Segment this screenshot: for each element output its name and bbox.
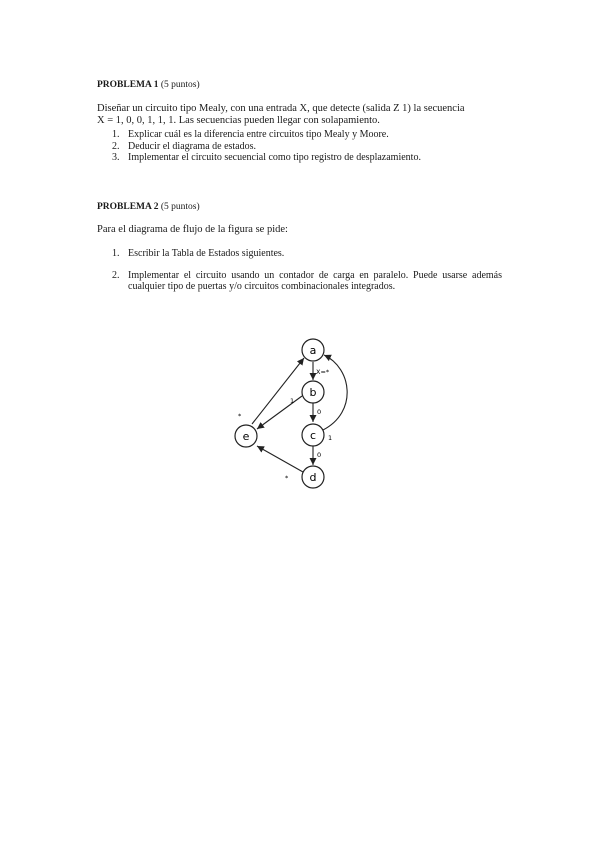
- problem2-intro-text: Para el diagrama de flujo de la figura se pide:: [97, 224, 288, 235]
- problem2-intro: [97, 224, 501, 236]
- problem2-item-number: 2.: [112, 269, 120, 281]
- problem2-heading: [97, 202, 200, 212]
- state-diagram: [225, 335, 355, 495]
- state-d: [302, 466, 324, 488]
- problem2-item-text: Escribir la Tabla de Estados siguientes.: [128, 248, 285, 259]
- problem1-item-text: Deducir el diagrama de estados.: [128, 140, 257, 152]
- edge-label-d-to-e: *: [285, 474, 289, 482]
- problem2-title: PROBLEMA 2: [97, 202, 159, 212]
- problem1-item-number: 1.: [112, 129, 120, 140]
- problem1-item: [112, 152, 502, 164]
- problem1-statement-line2: X = 1, 0, 0, 1, 1, 1. Las secuencias pueden llegar con solapamiento.: [97, 114, 380, 126]
- edge-label-e-to-a: *: [238, 412, 242, 420]
- state-d-label: d: [309, 471, 317, 484]
- problem1-item: [112, 129, 502, 141]
- edge-c-to-a: [323, 355, 347, 430]
- problem2-item: [112, 248, 502, 260]
- edge-label-c-to-a: 1: [328, 434, 333, 442]
- state-b: [302, 381, 324, 403]
- edge-label-b-to-c: 0: [317, 408, 322, 416]
- state-c: [302, 424, 324, 446]
- state-e-label: e: [242, 430, 250, 443]
- problem1-item-text: Explicar cuál es la diferencia entre circuitos tipo Mealy y Moore.: [128, 129, 389, 140]
- edge-label-b-to-e: 1: [290, 397, 295, 405]
- edge-label-c-to-d: 0: [317, 451, 322, 459]
- problem2-list: [112, 248, 502, 303]
- problem1-points: (5 puntos): [160, 80, 200, 90]
- problem1-statement-line1: Diseñar un circuito tipo Mealy, con una entrada X, que detecte (salida Z 1) la secuencia: [97, 103, 465, 114]
- problem1-list: [112, 129, 502, 164]
- state-a-label: a: [309, 344, 317, 357]
- edge-d-to-e: [257, 446, 303, 472]
- problem1-heading: [97, 80, 200, 90]
- problem1-statement: [97, 103, 501, 126]
- problem2-item-text: Implementar el circuito usando un contador de carga en paralelo. Puede usarse además cualquier tipo de puertas y/o circuitos combinacionales integrados.: [128, 269, 502, 292]
- state-a: [302, 339, 324, 361]
- problem2-item: [112, 270, 502, 293]
- state-c-label: c: [309, 429, 317, 442]
- problem2-item-number: 1.: [112, 248, 120, 259]
- edge-b-to-e: [257, 396, 302, 429]
- problem1-item-number: 3.: [112, 152, 120, 163]
- problem1-item-number: 2.: [112, 140, 120, 152]
- problem1-item-text: Implementar el circuito secuencial como tipo registro de desplazamiento.: [128, 152, 421, 163]
- state-b-label: b: [309, 386, 317, 399]
- problem2-points: (5 puntos): [160, 202, 200, 212]
- edge-label-a-to-b: X=*: [316, 368, 330, 376]
- problem1-item: [112, 141, 502, 153]
- state-e: [235, 425, 257, 447]
- problem1-title: PROBLEMA 1: [97, 80, 159, 90]
